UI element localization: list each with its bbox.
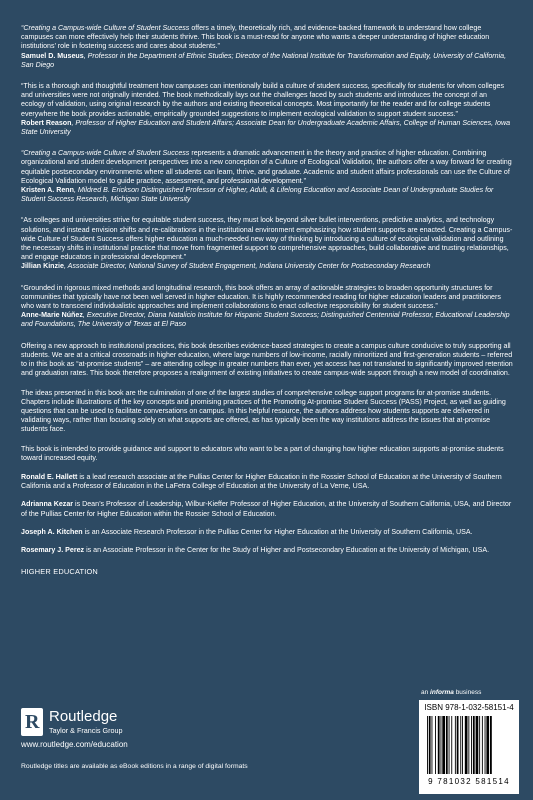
quote-text: “As colleges and universities strive for equitable student success, they must look beyond silver bullet interventions, predictive analytics, and technology solutions, and instead envision shifts and re-calibrations in the institutional environment emphasizing how student supports are enacted. Creating a Campus-wide Culture of Student Success offers higher education a much-needed new way of thinking by introducing a culture of ecological validation and outlining the necessary shifts in institutional practice that move from fragmented support to comprehensive approaches, build collaborative and trusting relationships, and engage educators in professional development.”	[21, 216, 513, 262]
ebook-note: Routledge titles are available as eBook editions in a range of digital formats	[21, 763, 248, 770]
author-bio-text: is a lead research associate at the Pullias Center for Higher Education in the Rossier School of Education at the University of Southern California and a Professor of Education in the LaFetra College of Education at the University of La Verne, USA.	[21, 472, 502, 491]
isbn-barcode	[419, 700, 519, 794]
routledge-logo-icon	[21, 708, 43, 736]
isbn-text: ISBN 978-1-032-58151-4	[424, 703, 514, 712]
quote-author-role: , Mildred B. Erickson Distinguished Professor of Higher, Adult, & Lifelong Education and Associate Dean of Undergraduate Studies for Student Success Research, Michigan State University	[21, 186, 494, 204]
publisher-url[interactable]: www.routledge.com/education	[21, 740, 128, 749]
logo-letter: R	[25, 711, 40, 733]
author-name: Ronald E. Hallett	[21, 472, 78, 481]
quote-author: Samuel D. Museus	[21, 51, 84, 60]
description-paragraph: The ideas presented in this book are the culmination of one of the largest studies of comprehensive college support programs for at-promise students. Chapters include illustrations of the key concepts and promising practices of the Promoting At-promise Student Success (PASS) Project, as well as guiding questions that can be used to facilitate conversations on campus. In this helpful resource, the authors address how students supports are delivered in validating ways, rather than focusing solely on what supports are offered, as has typically been the way institutions address the issues that at-promise students face.	[21, 388, 506, 434]
author-name: Adrianna Kezar	[21, 500, 74, 509]
endorsement-quote	[21, 284, 513, 330]
endorsement-quote	[21, 149, 513, 204]
endorsement-quote	[21, 216, 513, 271]
author-bio	[21, 528, 513, 537]
author-bio	[21, 473, 513, 491]
author-bio	[21, 500, 513, 518]
informa-suffix: business	[453, 689, 482, 696]
barcode-number: 9 781032 581514	[428, 777, 510, 786]
informa-brand: informa	[430, 689, 454, 696]
quote-text-italic: “Creating a Campus-wide Culture of Student Success	[21, 24, 190, 32]
endorsement-quote	[21, 82, 513, 137]
informa-business-tag	[421, 689, 481, 696]
quote-author: Robert Reason	[21, 118, 72, 127]
quote-author: Kristen A. Renn	[21, 186, 74, 195]
publisher-name: Routledge	[49, 708, 118, 725]
quote-author-role: , Associate Director, National Survey of Student Engagement, Indiana University Center for Postsecondary Research	[63, 262, 431, 271]
informa-prefix: an	[421, 689, 431, 696]
quote-author-role: , Executive Director, Diana Natalicio Institute for Hispanic Student Success; Distinguished Centennial Professor, Educational Leadership and Foundations, The University of Texas at El Paso	[21, 311, 510, 329]
quote-text-italic: “Creating a Campus-wide Culture of Student Success	[21, 149, 190, 158]
quote-author: Anne-Marie Núñez	[21, 311, 83, 320]
quote-author: Jillian Kinzie	[21, 262, 64, 271]
subject-category: HIGHER EDUCATION	[21, 567, 98, 577]
back-cover-text	[21, 24, 513, 576]
author-name: Rosemary J. Perez	[21, 545, 85, 554]
barcode-bars-icon	[427, 716, 511, 774]
quote-author-role: , Professor of Higher Education and Student Affairs; Associate Dean for Undergraduate Academic Affairs, College of Human Sciences, Iowa State University	[21, 118, 511, 137]
description-paragraph: This book is intended to provide guidance and support to educators who want to be a part of changing how higher education supports at-promise students toward increased equity.	[21, 444, 504, 462]
description-paragraph: Offering a new approach to institutional practices, this book describes evidence-based strategies to create a campus culture conducive to truly supporting all students. We are at a critical crossroads in higher education, where large numbers of low-income, racially minoritized and first-generation students – referred to in this book as “at-promise students” – are attending college in greater numbers than ever, yet access has not translated to significantly improved retention and graduation rates. This book therefore proposes a realignment of existing initiatives to create campus-wide support through a new model of coordination.	[21, 341, 513, 378]
quote-author-role: , Professor in the Department of Ethnic Studies; Director of the National Institute for Transformation and Equity, University of California, San Diego	[21, 51, 507, 69]
author-bio-text: is an Associate Research Professor in the Pullias Center for Higher Education at the University of Southern California, USA.	[82, 527, 473, 536]
author-bio-text: is an Associate Professor in the Center for the Study of Higher and Postsecondary Education at the University of Michigan, USA.	[84, 545, 490, 554]
endorsement-quote	[21, 24, 513, 70]
quote-text: represents a dramatic advancement in the theory and practice of higher education. Combining organizational and student development perspectives into a new conception of a Culture of Ecological Validation, the authors offer a way forward for creating equitable postsecondary environments where all students can learn, thrive, and graduate. Academic and student affairs professionals can use the Culture of Ecological Validation model to guide practice, assessment, and professional development.”	[21, 149, 512, 185]
quote-text: “This is a thorough and thoughtful treatment how campuses can intentionally build a culture of student success, specifically for students for whom colleges and universities were not originally intended. The book methodically lays out the challenges faced by such students and introduces the concept of an ecology of validation, using original research by the authors and existing theoretical concepts. Most importantly for the reader and for college students everywhere the book provides actionable, empirically grounded suggestions to implement ecological validation to support student success.”	[21, 82, 505, 118]
author-bio	[21, 546, 513, 555]
quote-text: “Grounded in rigorous mixed methods and longitudinal research, this book offers an array of actionable strategies to broaden opportunity structures for communities that typically have not been well served in higher education. It is highly recommended reading for higher education leaders and practitioners who want to transcend individualistic approaches and implement collaborations to enact collective responsibility for student success.”	[21, 283, 501, 311]
author-name: Joseph A. Kitchen	[21, 527, 83, 536]
quote-text: offers a timely, theoretically rich, and evidence-backed framework to understand how college campuses can more effectively help their students thrive. This book is a must-read for anyone who wants a deeper understanding of higher education institutions’ role in fostering success and cares about students.”	[21, 24, 490, 51]
author-bio-text: is Dean’s Professor of Leadership, Wilbur-Kieffer Professor of Higher Education, at the University of Southern California, USA, and Director of the Pullias Center for Higher Education within the Rossier School of Education.	[21, 500, 512, 518]
publisher-group: Taylor & Francis Group	[49, 726, 123, 735]
